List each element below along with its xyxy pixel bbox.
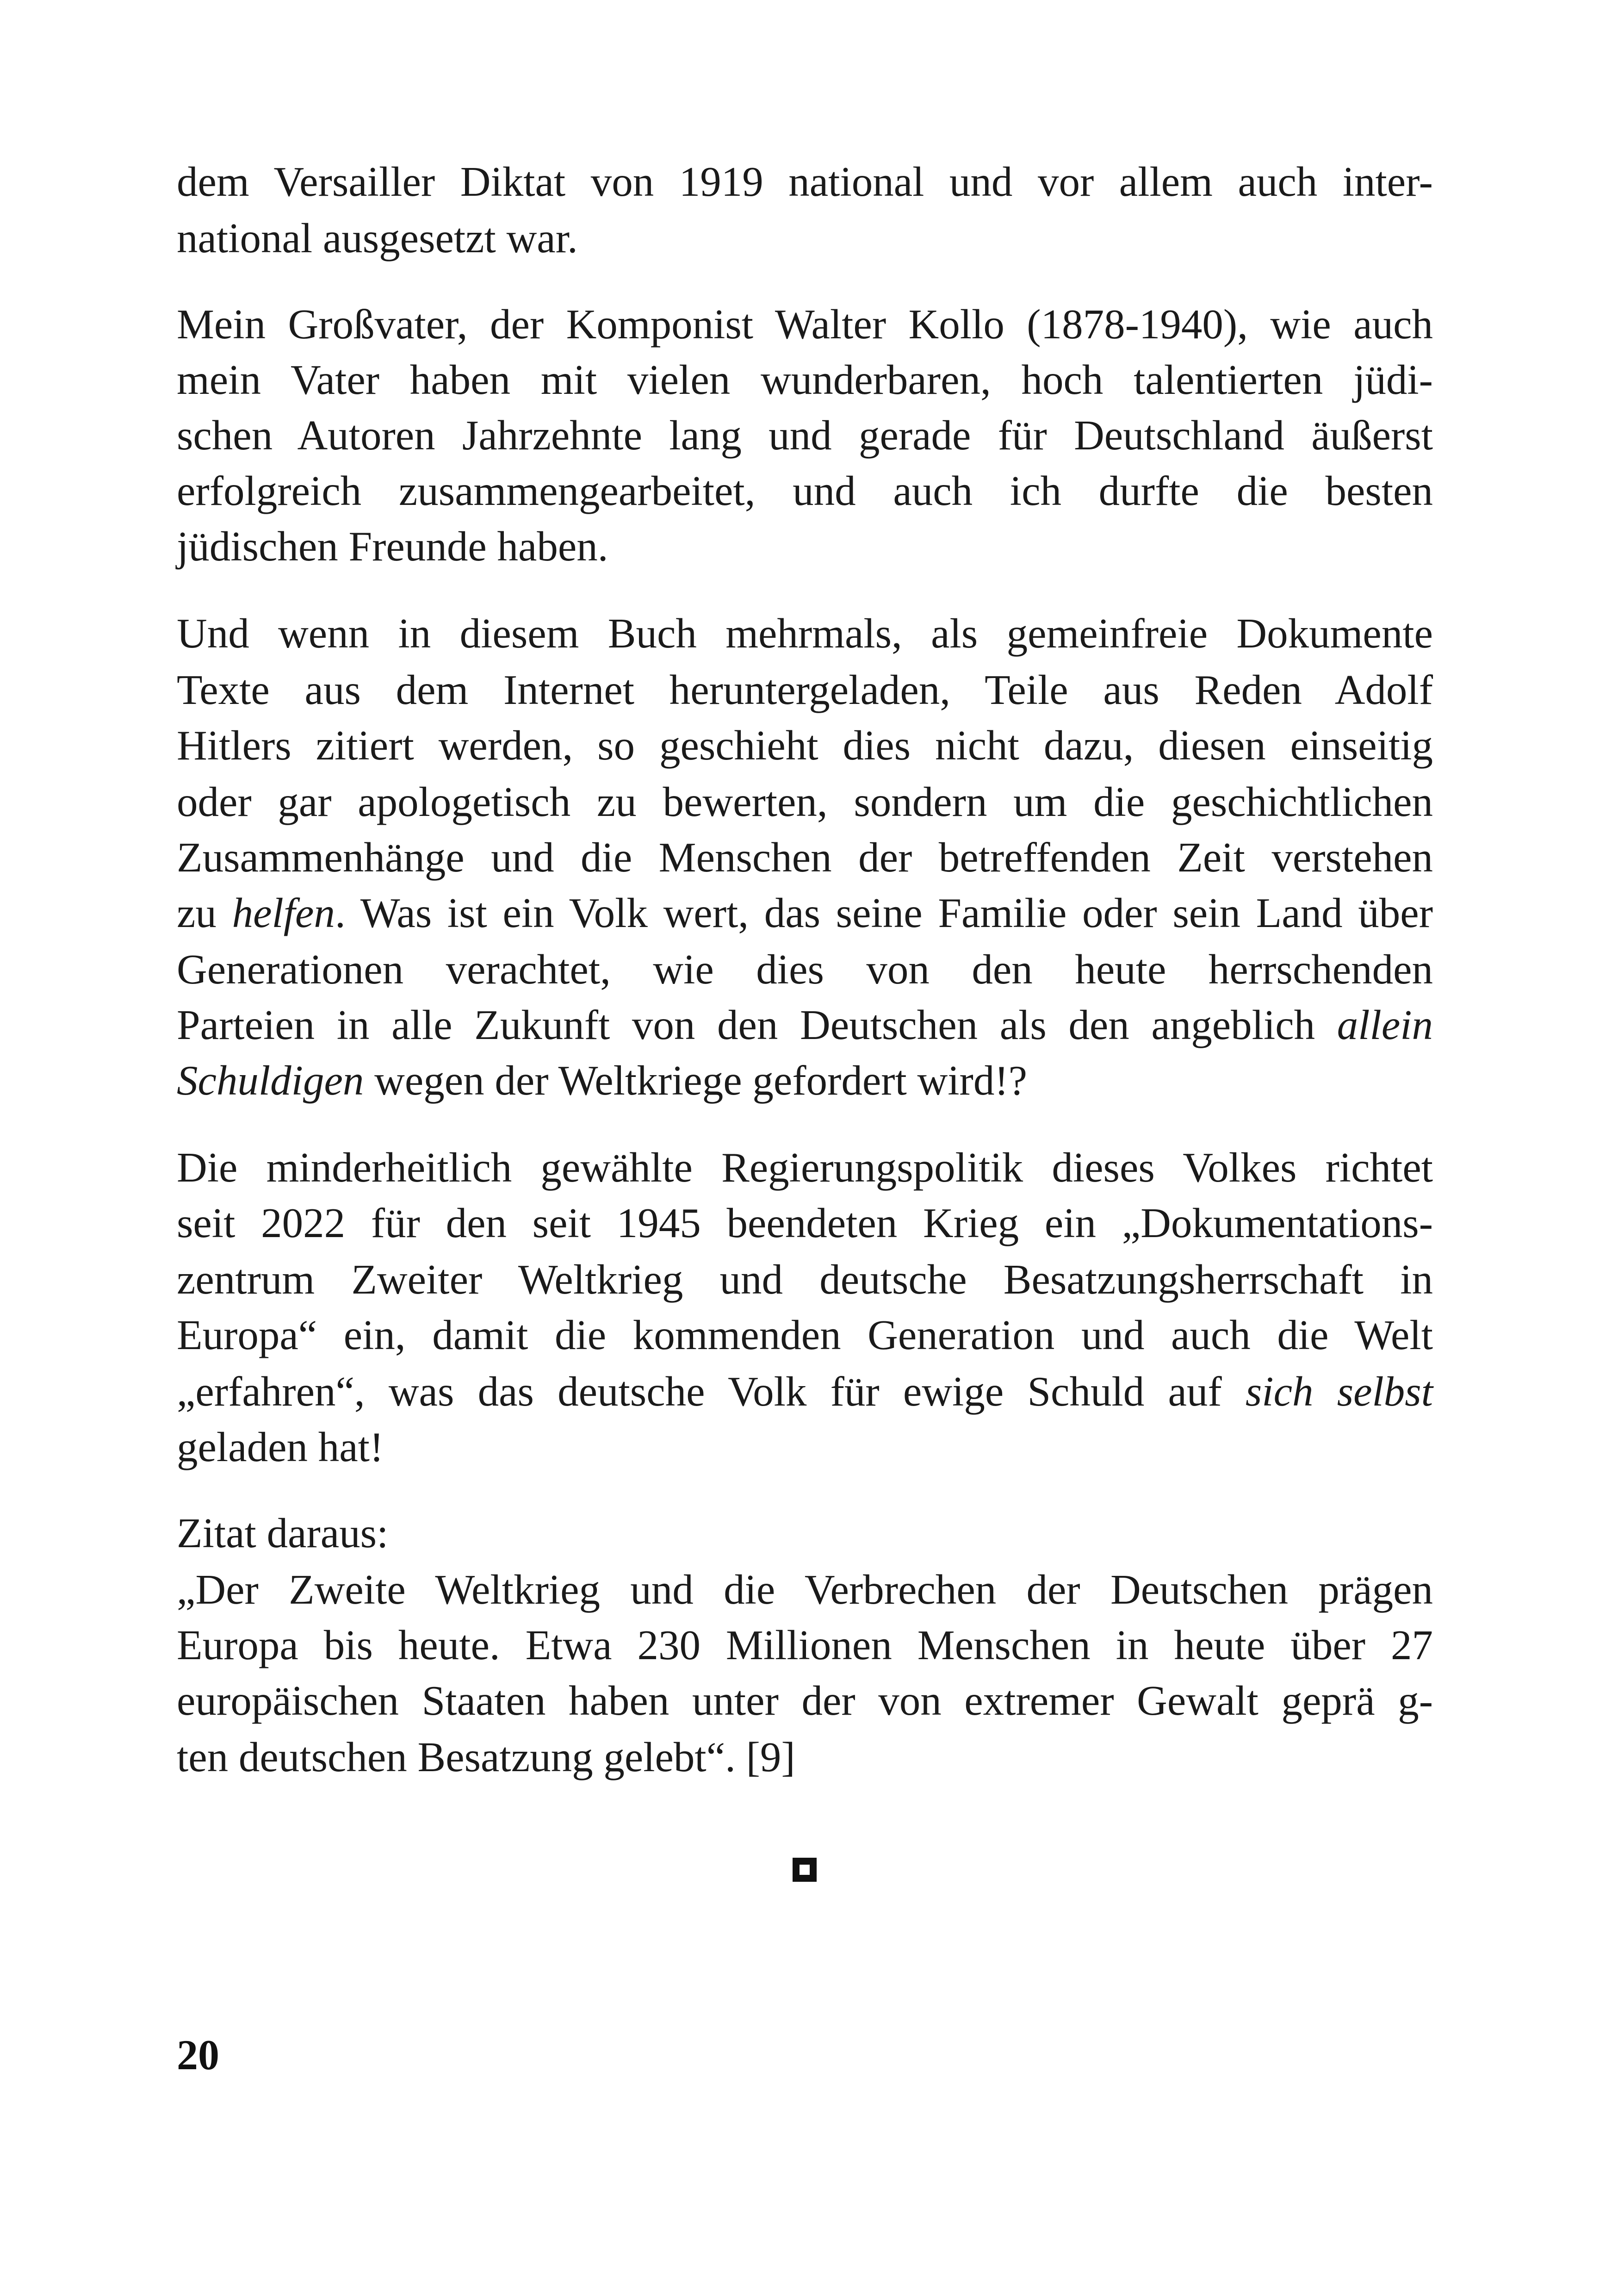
text-segment: Generationen verachtet, wie dies von den heute herrschenden — [177, 946, 1433, 993]
text-line — [177, 829, 1433, 885]
text-segment: dem Versailler Diktat von 1919 national und vor allem auch inter- — [177, 158, 1433, 205]
text-segment: jüdischen Freunde haben. — [177, 523, 608, 570]
text-segment: Parteien in alle Zukunft von den Deutschen als den angeblich — [177, 1002, 1337, 1048]
text-line — [177, 941, 1433, 997]
text-line — [177, 717, 1433, 773]
text-segment: Zitat daraus: — [177, 1510, 389, 1556]
text-segment: Hitlers zitiert werden, so geschieht dies nicht dazu, diesen einseitig — [177, 722, 1433, 769]
text-line — [177, 1729, 795, 1785]
text-line — [177, 1505, 388, 1561]
text-line — [177, 774, 1433, 830]
text-line — [177, 605, 1433, 661]
text-line — [177, 662, 1433, 718]
text-line — [177, 1307, 1433, 1363]
text-line — [177, 1363, 1433, 1419]
text-line — [177, 1251, 1433, 1307]
text-segment: Und wenn in diesem Buch mehrmals, als gemeinfreie Dokumente — [177, 610, 1433, 657]
text-line — [177, 463, 1433, 519]
text-segment: mein Vater haben mit vielen wunderbaren, hoch talentierten jüdi- — [177, 356, 1433, 403]
text-line — [177, 154, 1433, 210]
text-segment: wegen der Weltkriege gefordert wird!? — [364, 1057, 1028, 1104]
text-segment: . Was ist ein Volk wert, das seine Familie oder sein Land über — [335, 890, 1433, 936]
text-segment: europäischen Staaten haben unter der von extremer Gewalt geprä g- — [177, 1677, 1433, 1724]
text-segment: „erfahren“, was das deutsche Volk für ewige Schuld auf — [177, 1368, 1246, 1415]
text-segment: zu — [177, 890, 232, 936]
text-segment: zentrum Zweiter Weltkrieg und deutsche Besatzungsherrschaft in — [177, 1256, 1433, 1303]
square-dot-ornament-icon — [793, 1858, 817, 1882]
text-segment: national ausgesetzt war. — [177, 215, 578, 261]
text-line — [177, 1139, 1433, 1195]
text-line — [177, 885, 1433, 941]
text-segment: Europa“ ein, damit die kommenden Generation und auch die Welt — [177, 1312, 1433, 1358]
text-line — [177, 1673, 1433, 1729]
text-line — [177, 1562, 1433, 1618]
text-line — [177, 352, 1433, 408]
text-segment: Zusammenhänge und die Menschen der betreffenden Zeit verstehen — [177, 834, 1433, 881]
text-line — [177, 1419, 384, 1475]
text-segment: oder gar apologetisch zu bewerten, sondern um die geschichtlichen — [177, 778, 1433, 825]
text-line — [177, 210, 578, 266]
text-line — [177, 1052, 1027, 1108]
text-segment: geladen hat! — [177, 1424, 384, 1470]
text-segment: Europa bis heute. Etwa 230 Millionen Menschen in heute über 27 — [177, 1622, 1433, 1668]
italic-text-segment: Schuldigen — [177, 1057, 364, 1104]
text-line — [177, 997, 1433, 1053]
text-segment: Mein Großvater, der Komponist Walter Kollo (1878-1940), wie auch — [177, 301, 1433, 348]
page-number: 20 — [177, 2031, 219, 2078]
text-segment: Texte aus dem Internet heruntergeladen, Teile aus Reden Adolf — [177, 666, 1433, 713]
italic-text-segment: sich selbst — [1245, 1368, 1433, 1415]
text-line — [177, 1195, 1433, 1251]
italic-text-segment: helfen — [232, 890, 335, 936]
italic-text-segment: allein — [1337, 1002, 1433, 1048]
text-line — [177, 1617, 1433, 1673]
text-segment: „Der Zweite Weltkrieg und die Verbrechen der Deutschen prägen — [177, 1566, 1433, 1613]
text-line — [177, 296, 1433, 352]
text-segment: erfolgreich zusammengearbeitet, und auch ich durfte die besten — [177, 467, 1433, 514]
text-segment: ten deutschen Besatzung gelebt“. [9] — [177, 1734, 795, 1780]
text-line — [177, 518, 608, 574]
text-segment: seit 2022 für den seit 1945 beendeten Krieg ein „Dokumentations- — [177, 1200, 1433, 1246]
text-segment: Die minderheitlich gewählte Regierungspolitik dieses Volkes richtet — [177, 1144, 1433, 1191]
text-segment: schen Autoren Jahrzehnte lang und gerade für Deutschland äußerst — [177, 412, 1433, 459]
text-line — [177, 407, 1433, 463]
